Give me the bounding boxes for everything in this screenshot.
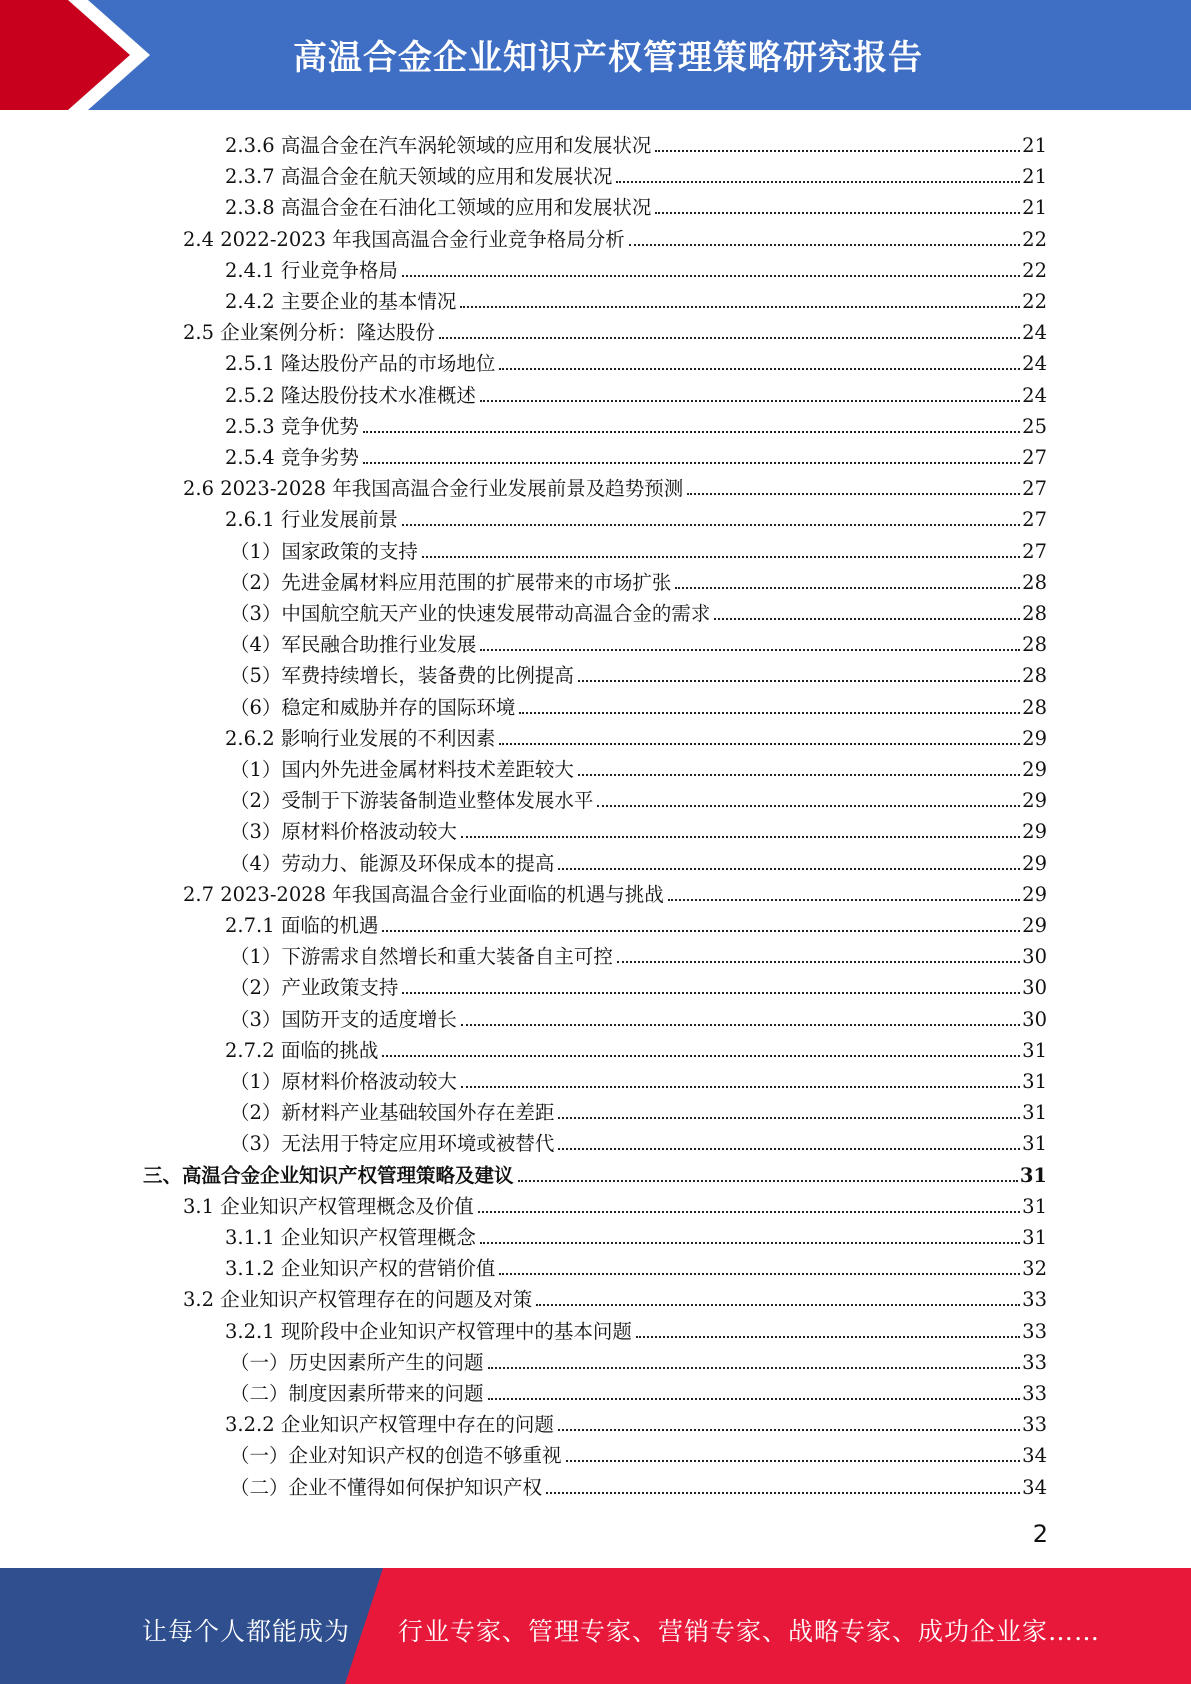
toc-entry-page: 29 — [1022, 758, 1047, 781]
toc-leader-dots — [636, 1335, 1020, 1338]
toc-entry-label: （2）新材料产业基础较国外存在差距 — [230, 1101, 555, 1125]
toc-entry[interactable] — [230, 657, 1047, 688]
toc-entry-label: 2.7.2 面临的挑战 — [225, 1038, 379, 1062]
toc-entry-page: 29 — [1022, 726, 1047, 750]
toc-entry-page: 27 — [1022, 446, 1047, 469]
toc-entry-label: 2.4 2022-2023 年我国高温合金行业竞争格局分析 — [183, 227, 625, 251]
toc-entry-label: 2.7 2023-2028 年我国高温合金行业面临的机遇与挑战 — [183, 882, 664, 906]
toc-entry-page: 31 — [1022, 1101, 1047, 1125]
toc-entry-page: 30 — [1022, 1007, 1047, 1031]
toc-entry-page: 33 — [1022, 1350, 1047, 1374]
toc-entry-page: 32 — [1022, 1257, 1047, 1281]
toc-entry[interactable] — [230, 626, 1047, 657]
toc-entry-label: （3）无法用于特定应用环境或被替代 — [230, 1132, 555, 1156]
toc-leader-dots — [668, 898, 1020, 901]
toc-entry-page: 34 — [1022, 1475, 1047, 1499]
toc-entry-label: 3.1.1 企业知识产权管理概念 — [225, 1226, 476, 1249]
toc-leader-dots — [578, 773, 1020, 776]
toc-entry[interactable] — [225, 720, 1047, 751]
toc-entry[interactable] — [230, 1375, 1047, 1406]
toc-entry[interactable] — [183, 221, 1047, 252]
toc-entry[interactable] — [230, 595, 1047, 626]
toc-entry-label: （1）国家政策的支持 — [230, 539, 418, 563]
toc-entry-page: 29 — [1022, 789, 1047, 813]
toc-leader-dots — [597, 804, 1020, 807]
toc-entry[interactable] — [183, 470, 1047, 501]
toc-entry-label: （2）先进金属材料应用范围的扩展带来的市场扩张 — [230, 570, 672, 594]
toc-entry-label: （一）企业对知识产权的创造不够重视 — [230, 1444, 562, 1468]
toc-entry-label: （1）国内外先进金属材料技术差距较大 — [230, 758, 574, 781]
page-header — [0, 0, 1191, 110]
toc-entry-page: 27 — [1022, 508, 1047, 532]
toc-entry[interactable] — [143, 1157, 1047, 1188]
toc-leader-dots — [536, 1303, 1020, 1306]
toc-entry-label: 2.5.2 隆达股份技术水准概述 — [225, 383, 476, 407]
toc-leader-dots — [402, 523, 1020, 526]
toc-entry-label: （3）国防开支的适度增长 — [230, 1007, 457, 1031]
toc-entry-page: 31 — [1022, 1132, 1047, 1156]
toc-entry[interactable] — [230, 845, 1047, 876]
toc-leader-dots — [558, 1428, 1020, 1431]
toc-entry-page: 24 — [1022, 352, 1047, 376]
toc-entry-page: 33 — [1022, 1288, 1047, 1312]
toc-leader-dots — [499, 742, 1020, 745]
toc-entry-label: （6）稳定和威胁并存的国际环境 — [230, 695, 516, 719]
toc-entry[interactable] — [225, 158, 1047, 189]
toc-leader-dots — [422, 555, 1020, 558]
toc-leader-dots — [439, 336, 1020, 339]
toc-entry-label: 三、高温合金企业知识产权管理策略及建议 — [143, 1163, 514, 1187]
toc-leader-dots — [478, 1210, 1020, 1213]
document-title: 高温合金企业知识产权管理策略研究报告 — [293, 38, 923, 78]
toc-entry-label: （5）军费持续增长，装备费的比例提高 — [230, 664, 574, 688]
page-footer — [0, 1568, 1191, 1684]
toc-leader-dots — [578, 679, 1020, 682]
toc-leader-dots — [558, 1147, 1020, 1150]
toc-entry-label: 3.1.2 企业知识产权的营销价值 — [225, 1257, 496, 1281]
toc-leader-dots — [499, 367, 1020, 370]
toc-leader-dots — [382, 1054, 1020, 1057]
toc-entry-page: 22 — [1022, 258, 1047, 282]
toc-entry-page: 31 — [1022, 1070, 1047, 1093]
toc-leader-dots — [616, 180, 1020, 183]
toc-entry-label: （4）军民融合助推行业发展 — [230, 633, 477, 657]
toc-entry-page: 22 — [1022, 227, 1047, 251]
toc-entry-page: 24 — [1022, 383, 1047, 407]
toc-entry-page: 34 — [1022, 1444, 1047, 1468]
toc-leader-dots — [629, 243, 1020, 246]
toc-entry[interactable] — [183, 314, 1047, 345]
toc-entry-page: 21 — [1022, 134, 1047, 157]
toc-entry[interactable] — [225, 439, 1047, 470]
toc-entry-label: 2.6 2023-2028 年我国高温合金行业发展前景及趋势预测 — [183, 477, 684, 501]
toc-leader-dots — [655, 149, 1020, 152]
toc-leader-dots — [518, 1179, 1018, 1182]
toc-entry[interactable] — [225, 189, 1047, 220]
page-number: 2 — [1032, 1520, 1048, 1548]
toc-entry[interactable] — [225, 1313, 1047, 1344]
footer-slogan-left: 让每个人都能成为 — [142, 1617, 351, 1646]
toc-entry-page: 25 — [1022, 414, 1047, 438]
toc-entry-page: 21 — [1022, 165, 1047, 189]
toc-entry[interactable] — [183, 1281, 1047, 1312]
toc-leader-dots — [461, 1085, 1020, 1088]
toc-leader-dots — [461, 1023, 1020, 1026]
toc-entry[interactable] — [230, 1001, 1047, 1032]
toc-entry[interactable] — [230, 969, 1047, 1000]
toc-entry-label: （1）下游需求自然增长和重大装备自主可控 — [230, 945, 613, 969]
toc-entry-label: （2）产业政策支持 — [230, 976, 399, 1000]
toc-leader-dots — [558, 867, 1020, 870]
toc-entry-label: 2.5.3 竞争优势 — [225, 414, 359, 438]
toc-leader-dots — [655, 211, 1020, 214]
toc-entry[interactable] — [225, 1219, 1047, 1250]
toc-entry[interactable] — [225, 377, 1047, 408]
toc-entry-label: （2）受制于下游装备制造业整体发展水平 — [230, 789, 594, 813]
toc-entry[interactable] — [183, 1188, 1047, 1219]
toc-entry-page: 33 — [1022, 1382, 1047, 1405]
toc-entry[interactable] — [230, 782, 1047, 813]
toc-entry-page: 31 — [1022, 1226, 1047, 1249]
toc-entry[interactable] — [230, 533, 1047, 564]
toc-entry-label: 2.5.1 隆达股份产品的市场地位 — [225, 352, 496, 376]
toc-leader-dots — [488, 1366, 1021, 1369]
toc-entry[interactable] — [230, 938, 1047, 969]
toc-entry-label: （一）历史因素所产生的问题 — [230, 1350, 484, 1374]
toc-entry-label: 2.4.2 主要企业的基本情况 — [225, 290, 457, 313]
toc-entry[interactable] — [225, 408, 1047, 439]
toc-leader-dots — [519, 711, 1020, 714]
toc-leader-dots — [566, 1459, 1021, 1462]
toc-entry-page: 24 — [1022, 321, 1047, 345]
toc-leader-dots — [488, 1397, 1021, 1400]
toc-leader-dots — [460, 305, 1020, 308]
toc-entry[interactable] — [225, 907, 1047, 938]
toc-entry-page: 29 — [1022, 820, 1047, 844]
toc-entry[interactable] — [230, 1063, 1047, 1094]
toc-entry-page: 29 — [1022, 914, 1047, 937]
toc-entry-label: 2.3.6 高温合金在汽车涡轮领域的应用和发展状况 — [225, 134, 652, 157]
toc-leader-dots — [546, 1491, 1020, 1494]
toc-leader-dots — [480, 1241, 1020, 1244]
toc-entry[interactable] — [225, 127, 1047, 158]
toc-entry-label: 2.7.1 面临的机遇 — [225, 914, 379, 937]
toc-entry[interactable] — [230, 1094, 1047, 1125]
toc-entry-page: 27 — [1022, 477, 1047, 501]
toc-entry-page: 33 — [1022, 1319, 1047, 1343]
toc-leader-dots — [402, 991, 1020, 994]
toc-entry[interactable] — [183, 876, 1047, 907]
toc-entry[interactable] — [230, 751, 1047, 782]
toc-leader-dots — [480, 648, 1020, 651]
toc-entry[interactable] — [230, 1469, 1047, 1500]
toc-entry[interactable] — [230, 813, 1047, 844]
toc-entry-page: 28 — [1022, 570, 1047, 594]
toc-entry-label: 3.2.2 企业知识产权管理中存在的问题 — [225, 1413, 554, 1437]
toc-entry-label: 2.6.1 行业发展前景 — [225, 508, 398, 532]
toc-entry-page: 21 — [1022, 196, 1047, 220]
toc-leader-dots — [480, 399, 1020, 402]
toc-entry-label: 2.6.2 影响行业发展的不利因素 — [225, 726, 496, 750]
toc-entry[interactable] — [230, 1125, 1047, 1156]
toc-entry-page: 31 — [1019, 1163, 1047, 1187]
toc-entry[interactable] — [225, 283, 1047, 314]
toc-entry-label: （1）原材料价格波动较大 — [230, 1070, 457, 1093]
toc-entry[interactable] — [225, 501, 1047, 532]
toc-leader-dots — [402, 274, 1020, 277]
toc-entry-page: 31 — [1022, 1038, 1047, 1062]
toc-entry-page: 29 — [1022, 882, 1047, 906]
toc-leader-dots — [687, 492, 1020, 495]
toc-entry[interactable] — [230, 689, 1047, 720]
toc-entry[interactable] — [230, 564, 1047, 595]
toc-entry[interactable] — [225, 345, 1047, 376]
toc-entry-label: 2.3.8 高温合金在石油化工领域的应用和发展状况 — [225, 196, 652, 220]
toc-entry-label: 2.5.4 竞争劣势 — [225, 446, 359, 469]
toc-leader-dots — [363, 461, 1020, 464]
toc-entry[interactable] — [230, 1344, 1047, 1375]
toc-leader-dots — [461, 835, 1020, 838]
toc-entry-page: 28 — [1022, 664, 1047, 688]
footer-slogan-right: 行业专家、管理专家、营销专家、战略专家、成功企业家…… — [398, 1617, 1101, 1646]
toc-entry-page: 30 — [1022, 945, 1047, 969]
toc-entry-label: （3）原材料价格波动较大 — [230, 820, 457, 844]
toc-entry[interactable] — [225, 1250, 1047, 1281]
toc-entry-label: 2.5 企业案例分析：隆达股份 — [183, 321, 435, 345]
toc-leader-dots — [499, 1272, 1020, 1275]
toc-entry-page: 29 — [1022, 851, 1047, 875]
toc-entry-page: 30 — [1022, 976, 1047, 1000]
toc-entry[interactable] — [225, 252, 1047, 283]
toc-entry-label: （二）制度因素所带来的问题 — [230, 1382, 484, 1405]
toc-entry-label: 2.4.1 行业竞争格局 — [225, 258, 398, 282]
toc-entry-label: （3）中国航空航天产业的快速发展带动高温合金的需求 — [230, 602, 711, 625]
toc-entry-label: 3.2 企业知识产权管理存在的问题及对策 — [183, 1288, 533, 1312]
toc-leader-dots — [714, 617, 1020, 620]
toc-leader-dots — [675, 586, 1020, 589]
toc-entry-page: 33 — [1022, 1413, 1047, 1437]
toc-entry-label: 2.3.7 高温合金在航天领域的应用和发展状况 — [225, 165, 613, 189]
toc-entry-page: 28 — [1022, 602, 1047, 625]
toc-entry-page: 22 — [1022, 290, 1047, 313]
toc-entry-label: 3.1 企业知识产权管理概念及价值 — [183, 1194, 474, 1218]
toc-leader-dots — [363, 430, 1020, 433]
toc-entry-label: （4）劳动力、能源及环保成本的提高 — [230, 851, 555, 875]
toc-entry[interactable] — [225, 1406, 1047, 1437]
toc-entry-label: 3.2.1 现阶段中企业知识产权管理中的基本问题 — [225, 1319, 632, 1343]
toc-entry[interactable] — [230, 1437, 1047, 1468]
toc-leader-dots — [617, 960, 1020, 963]
toc-entry-page: 28 — [1022, 633, 1047, 657]
toc-entry-page: 27 — [1022, 539, 1047, 563]
toc-entry-page: 28 — [1022, 695, 1047, 719]
toc-entry-label: （二）企业不懂得如何保护知识产权 — [230, 1475, 543, 1499]
toc-leader-dots — [558, 1116, 1020, 1119]
toc-entry[interactable] — [225, 1032, 1047, 1063]
toc-leader-dots — [382, 929, 1020, 932]
toc-entry-page: 31 — [1022, 1194, 1047, 1218]
